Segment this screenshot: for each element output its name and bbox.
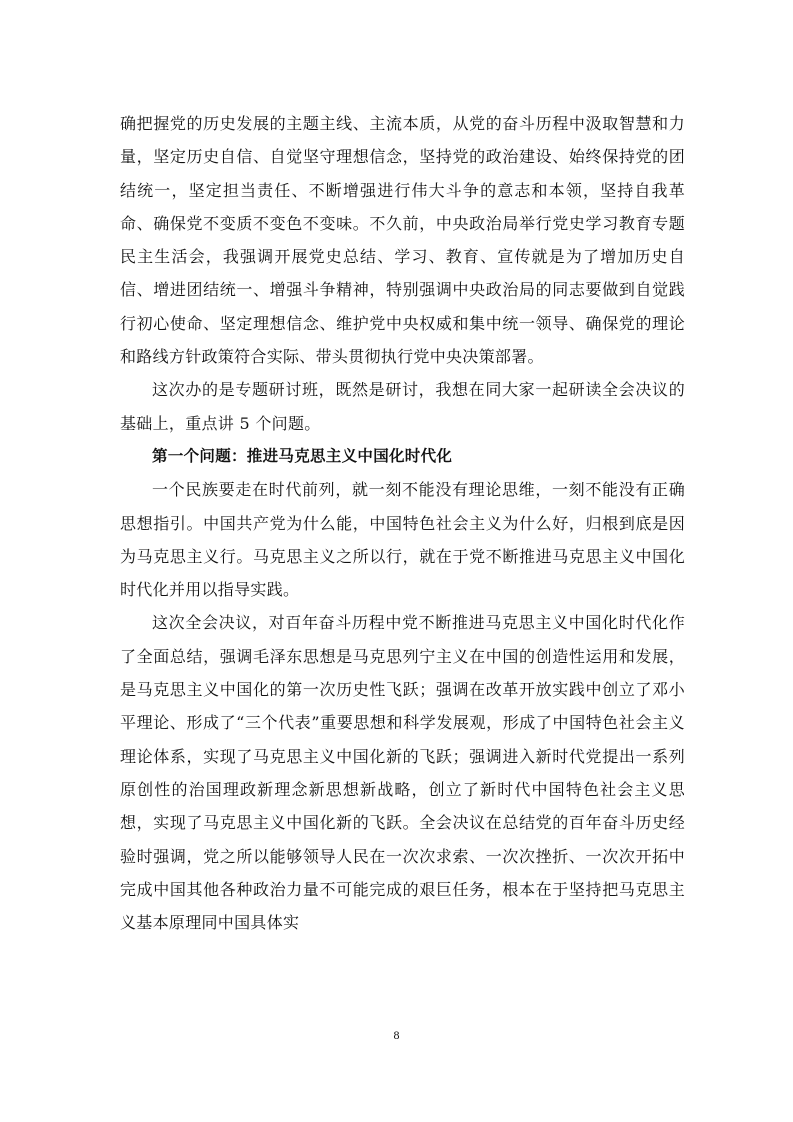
paragraph-seminar-intro: 这次办的是专题研讨班，既然是研讨，我想在同大家一起研读全会决议的基础上，重点讲 5 个问题。 (120, 380, 685, 433)
page-body (120, 107, 685, 939)
paragraph-continuation: 确把握党的历史发展的主题主线、主流本质，从党的奋斗历程中汲取智慧和力量，坚定历史自信、自觉坚守理想信念，坚持党的政治建设、始终保持党的团结统一，坚定担当责任、不断增强进行伟大斗争的意志和本领，坚持自我革命、确保党不变质不变色不变味。不久前，中央政治局举行党史学习教育专题民主生活会，我强调开展党史总结、学习、教育、宣传就是为了增加历史自信、增进团结统一、增强斗争精神，特别强调中央政治局的同志要做到自觉践行初心使命、坚定理想信念、维护党中央权威和集中统一领导、确保党的理论和路线方针政策符合实际、带头贯彻执行党中央决策部署。 (120, 114, 685, 367)
page-number: 8 (393, 1028, 400, 1042)
paragraph-theory-thinking: 一个民族要走在时代前列，就一刻不能没有理论思维，一刻不能没有正确思想指引。中国共产党为什么能，中国特色社会主义为什么好，归根到底是因为马克思主义行。马克思主义之所以行，就在于党不断推进马克思主义中国化时代化并用以指导实践。 (120, 480, 685, 600)
paragraph-resolution-summary: 这次全会决议，对百年奋斗历程中党不断推进马克思主义中国化时代化作了全面总结，强调毛泽东思想是马克思列宁主义在中国的创造性运用和发展，是马克思主义中国化的第一次历史性飞跃；强调在改革开放实践中创立了邓小平理论、形成了“三个代表”重要思想和科学发展观，形成了中国特色社会主义理论体系，实现了马克思主义中国化新的飞跃；强调进入新时代党提出一系列原创性的治国理政新理念新思想新战略，创立了新时代中国特色社会主义思想，实现了马克思主义中国化新的飞跃。全会决议在总结党的百年奋斗历史经验时强调，党之所以能够领导人民在一次次求索、一次次挫折、一次次开拓中完成中国其他各种政治力量不可能完成的艰巨任务，根本在于坚持把马克思主义基本原理同中国具体实 (120, 613, 685, 933)
section-heading: 第一个问题：推进马克思主义中国化时代化 (152, 446, 453, 465)
